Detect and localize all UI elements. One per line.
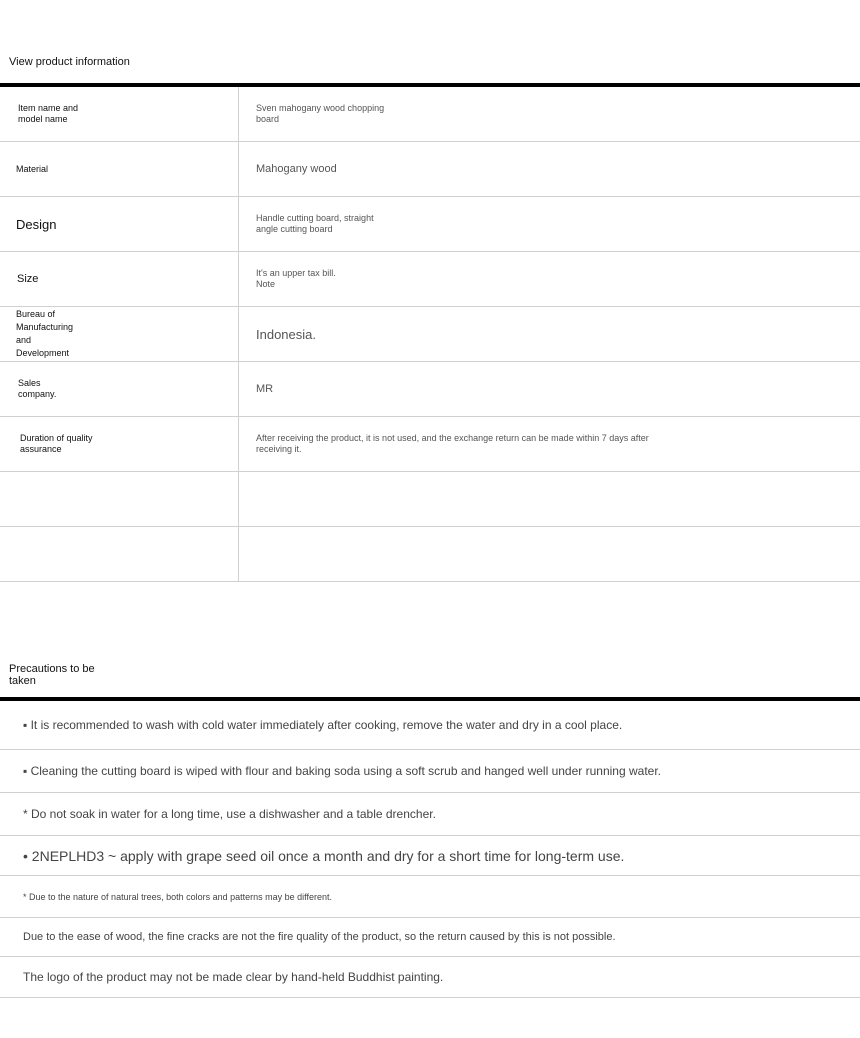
label-cell: [0, 527, 239, 581]
precaution-text: ▪ Cleaning the cutting board is wiped with flour and baking soda using a soft scrub and hanged well under running water.: [23, 764, 661, 778]
table-row: [0, 417, 860, 472]
label-cell: [0, 252, 239, 306]
list-item: [0, 750, 860, 793]
row-label-manufacturing: Bureau of Manufacturing and Development: [16, 309, 74, 358]
table-row: [0, 472, 860, 527]
list-item: [0, 836, 860, 876]
row-value-manufacturing: Indonesia.: [256, 326, 316, 342]
row-value-size: It's an upper tax bill. Note: [256, 268, 336, 289]
list-item: [0, 957, 860, 998]
label-cell: [0, 362, 239, 416]
value-cell: [240, 362, 860, 416]
value-cell: [240, 417, 860, 471]
row-value-quality-assurance: After receiving the product, it is not used, and the exchange return can be made within 7 days after receiving it.: [256, 433, 649, 454]
value-cell: [240, 197, 860, 251]
row-value-sales-company: MR: [256, 382, 274, 395]
value-cell: [240, 142, 860, 196]
list-item: [0, 918, 860, 957]
value-cell: [240, 252, 860, 306]
row-label-size: Size: [17, 272, 39, 285]
label-cell: [0, 197, 239, 251]
row-label-item-name: Item name and model name: [18, 103, 79, 124]
label-cell: [0, 307, 239, 361]
product-info-title: View product information: [9, 56, 130, 68]
row-label-quality-assurance: Duration of quality assurance: [20, 433, 93, 454]
label-cell: [0, 472, 239, 526]
row-value-design: Handle cutting board, straight angle cutting board: [256, 213, 374, 234]
row-label-design: Design: [16, 216, 57, 232]
table-row: [0, 87, 860, 142]
table-row: [0, 197, 860, 252]
product-info-table: [0, 87, 860, 582]
precaution-text: * Due to the nature of natural trees, both colors and patterns may be different.: [23, 891, 333, 902]
precaution-text: • 2NEPLHD3 ~ apply with grape seed oil once a month and dry for a short time for long-term use.: [23, 847, 625, 864]
value-cell: [240, 472, 860, 526]
precautions-title: Precautions to be taken: [9, 663, 95, 687]
table-row: [0, 527, 860, 582]
list-item: [0, 876, 860, 918]
precaution-text: ▪ It is recommended to wash with cold water immediately after cooking, remove the water and dry in a cool place.: [23, 718, 623, 732]
label-cell: [0, 417, 239, 471]
precaution-text: Due to the ease of wood, the fine cracks are not the fire quality of the product, so the return caused by this is not possible.: [23, 931, 616, 943]
row-label-material: Material: [16, 163, 49, 174]
precaution-text: The logo of the product may not be made clear by hand-held Buddhist painting.: [23, 970, 444, 984]
table-row: [0, 142, 860, 197]
precautions-list: [0, 701, 860, 998]
label-cell: [0, 142, 239, 196]
row-value-material: Mahogany wood: [256, 162, 337, 175]
value-cell: [240, 527, 860, 581]
row-label-sales-company: Sales company.: [18, 378, 57, 399]
list-item: [0, 793, 860, 836]
table-row: [0, 362, 860, 417]
value-cell: [240, 307, 860, 361]
row-value-item-name: Sven mahogany wood chopping board: [256, 103, 385, 124]
table-row: [0, 252, 860, 307]
table-row: [0, 307, 860, 362]
list-item: [0, 701, 860, 750]
precaution-text: * Do not soak in water for a long time, use a dishwasher and a table drencher.: [23, 807, 436, 821]
label-cell: [0, 87, 239, 141]
value-cell: [240, 87, 860, 141]
